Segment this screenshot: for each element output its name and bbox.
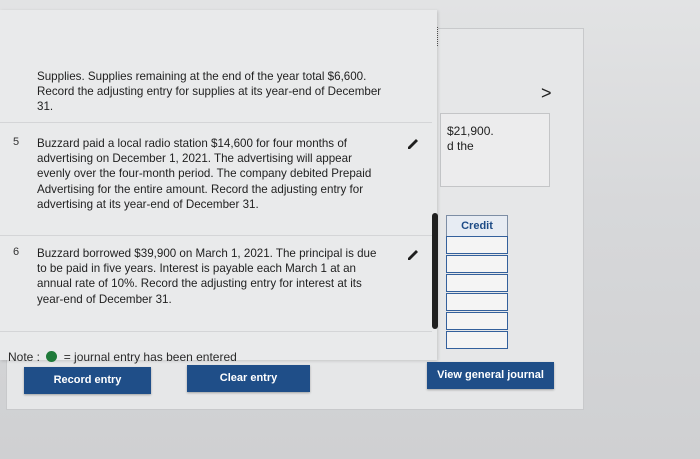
transaction-list-popup bbox=[0, 10, 437, 364]
credit-column-header: Credit bbox=[446, 215, 508, 237]
transaction-row[interactable] bbox=[0, 10, 432, 123]
credit-input[interactable] bbox=[446, 274, 508, 292]
note-text: = journal entry has been entered bbox=[63, 350, 237, 364]
credit-input[interactable] bbox=[446, 331, 508, 349]
transaction-text: Buzzard paid a local radio station $14,600 for four months of advertising on December 1, 2021. The advertising will appear evenly over the four-month period. The company debited Prepaid Advertising for the entire amount. Record the adjusting entry for advertising at its year-end of December 31. bbox=[37, 137, 372, 211]
transaction-text: Supplies. Supplies remaining at the end of the year total $6,600. Record the adjusting entry for supplies at its year-end of December 31. bbox=[37, 70, 382, 114]
legend-note bbox=[8, 350, 237, 364]
entered-indicator-icon bbox=[46, 351, 57, 362]
credit-input[interactable] bbox=[446, 255, 508, 273]
record-entry-button[interactable]: Record entry bbox=[24, 367, 151, 394]
credit-input[interactable] bbox=[446, 236, 508, 254]
description-text-line: $21,900. bbox=[447, 124, 494, 138]
clear-entry-button[interactable]: Clear entry bbox=[187, 365, 310, 392]
edit-pencil-icon[interactable] bbox=[406, 137, 420, 151]
view-general-journal-button[interactable]: View general journal bbox=[427, 362, 554, 389]
credit-input[interactable] bbox=[446, 293, 508, 311]
transaction-text: Buzzard borrowed $39,900 on March 1, 2021. The principal is due to be paid in five years. Interest is payable each March 1 at an annual rate of 10%. Record the adjusting entry for interest at its year-end of December 31. bbox=[37, 247, 377, 306]
note-prefix: Note : bbox=[8, 350, 41, 364]
scrollbar[interactable] bbox=[432, 213, 438, 329]
next-arrow-icon[interactable]: > bbox=[541, 83, 552, 103]
transaction-number: 5 bbox=[13, 136, 20, 148]
edit-pencil-icon[interactable] bbox=[406, 248, 420, 262]
credit-input[interactable] bbox=[446, 312, 508, 330]
transaction-number: 6 bbox=[13, 246, 20, 258]
description-text-line: d the bbox=[447, 139, 474, 153]
transaction-row[interactable] bbox=[0, 236, 432, 332]
transaction-row[interactable] bbox=[0, 123, 432, 236]
